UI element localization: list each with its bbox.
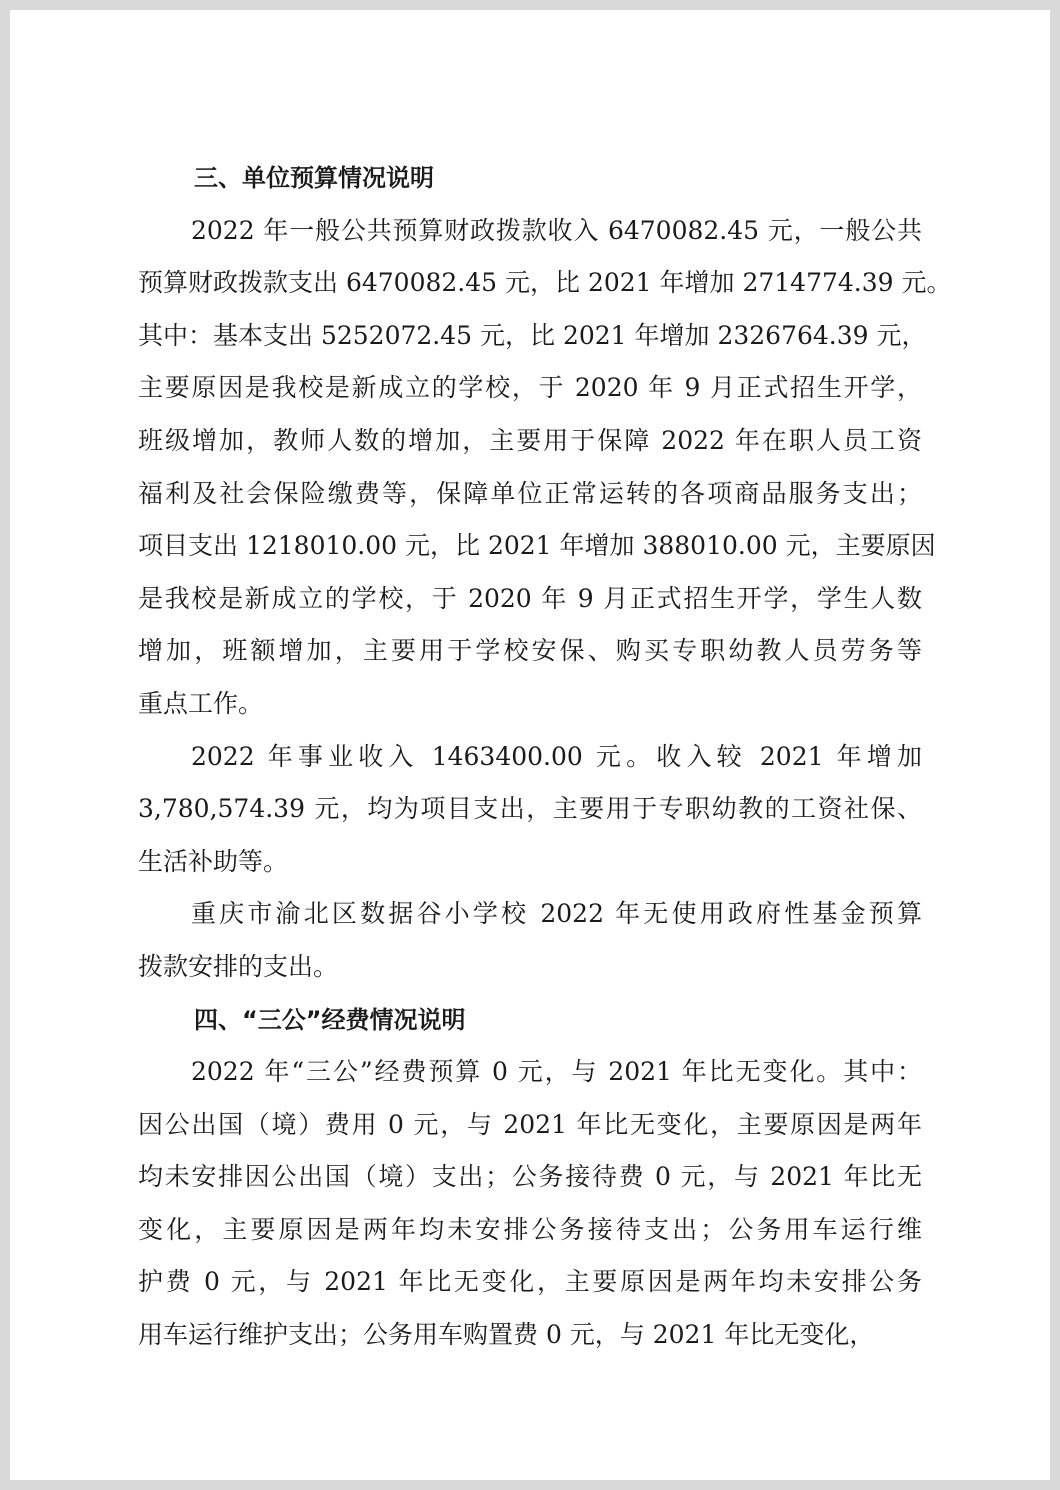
section-heading-unit-budget: 三、单位预算情况说明	[194, 164, 434, 192]
paragraph-three-public-expenses	[138, 1046, 922, 1362]
text-line: 班级增加，教师人数的增加，主要用于保障 2022 年在职人员工资	[138, 425, 922, 455]
text-line: 2022 年一般公共预算财政拨款收入 6470082.45 元，一般公共	[191, 215, 922, 245]
text-line: 3,780,574.39 元，均为项目支出，主要用于专职幼教的工资社保、	[138, 794, 922, 824]
document-page	[10, 10, 1050, 1480]
document-body	[138, 152, 952, 1362]
paragraph-general-budget	[138, 205, 952, 731]
text-line: 其中：基本支出 5252072.45 元，比 2021 年增加 2326764.39 元，	[138, 320, 927, 350]
text-line: 2022 年事业收入 1463400.00 元。收入较 2021 年增加	[191, 741, 922, 771]
text-line: 增加，班额增加，主要用于学校安保、购买专职幼教人员劳务等	[138, 636, 922, 666]
text-line: 拨款安排的支出。	[138, 951, 339, 981]
text-line: 重点工作。	[138, 688, 264, 718]
text-line: 变化，主要原因是两年均未安排公务接待支出；公务用车运行维	[138, 1214, 922, 1244]
text-line: 项目支出 1218010.00 元，比 2021 年增加 388010.00 元，主要原因	[138, 531, 936, 561]
text-line: 重庆市渝北区数据谷小学校 2022 年无使用政府性基金预算	[191, 899, 922, 929]
section-heading-three-public-expenses: 四、“三公”经费情况说明	[194, 1005, 466, 1034]
text-line: 护费 0 元，与 2021 年比无变化，主要原因是两年均未安排公务	[138, 1267, 922, 1297]
text-line: 主要原因是我校是新成立的学校，于 2020 年 9 月正式招生开学，	[138, 373, 922, 403]
text-line: 用车运行维护支出；公务用车购置费 0 元，与 2021 年比无变化，	[138, 1320, 875, 1350]
paragraph-business-income	[138, 731, 922, 889]
text-line: 生活补助等。	[138, 846, 289, 876]
text-line: 2022 年“三公”经费预算 0 元，与 2021 年比无变化。其中：	[191, 1057, 922, 1087]
text-line: 是我校是新成立的学校，于 2020 年 9 月正式招生开学，学生人数	[138, 583, 922, 613]
text-line: 福利及社会保险缴费等，保障单位正常运转的各项商品服务支出；	[138, 478, 922, 508]
text-line: 预算财政拨款支出 6470082.45 元，比 2021 年增加 2714774.39 元。	[138, 268, 952, 298]
text-line: 因公出国（境）费用 0 元，与 2021 年比无变化，主要原因是两年	[138, 1109, 922, 1139]
paragraph-government-fund	[138, 888, 922, 993]
text-line: 均未安排因公出国（境）支出；公务接待费 0 元，与 2021 年比无	[138, 1162, 922, 1192]
